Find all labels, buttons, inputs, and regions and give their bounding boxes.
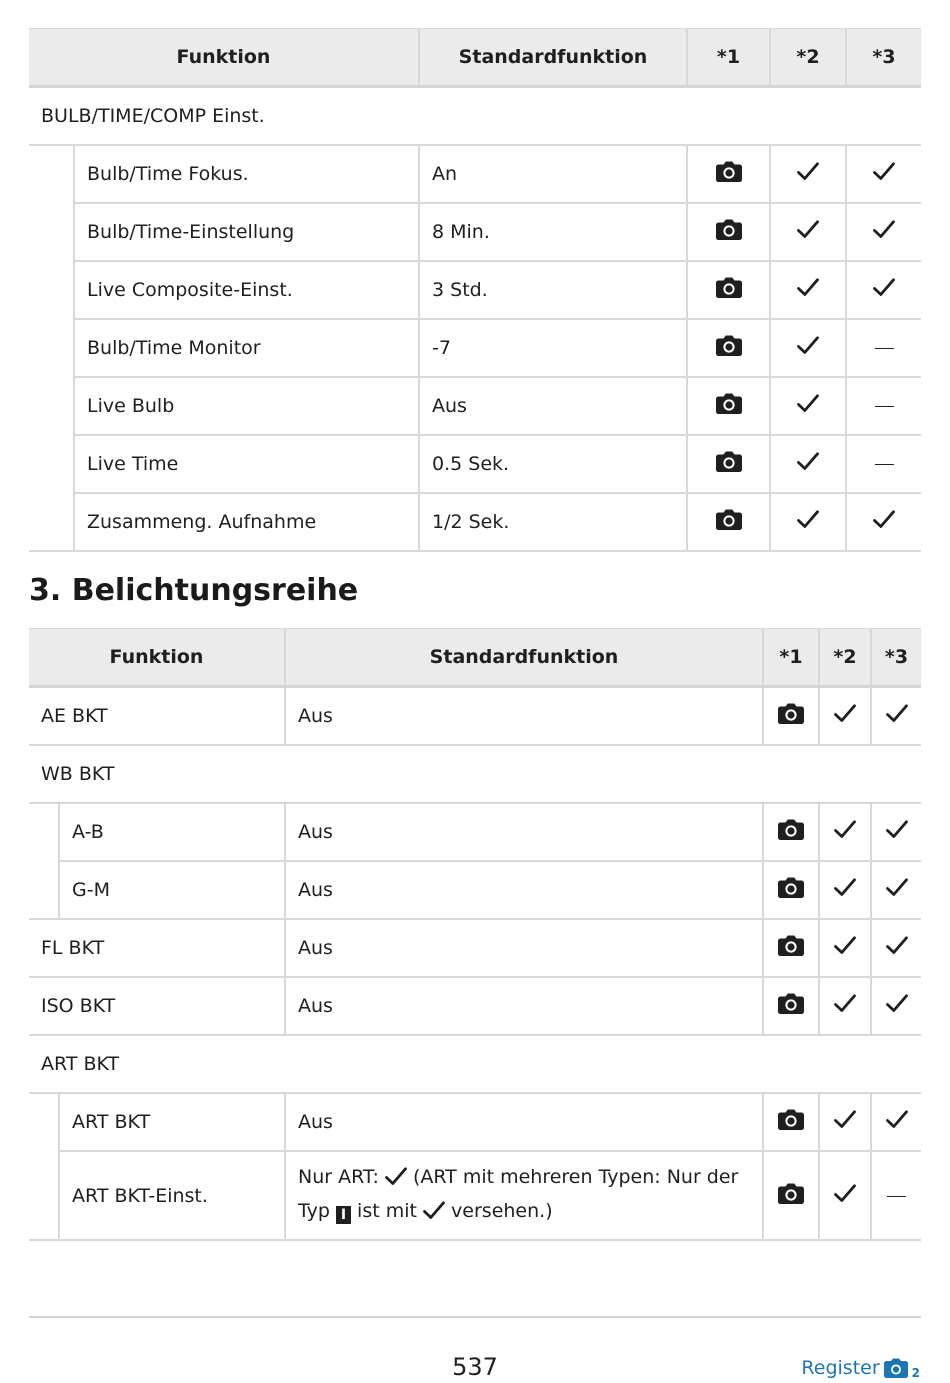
table-row: [29, 919, 921, 977]
group-label: ART BKT: [29, 1035, 921, 1093]
dash-icon: [875, 406, 894, 407]
camera-icon: [716, 335, 742, 361]
default-cell: 1/2 Sek.: [419, 493, 687, 551]
table-belichtungsreihe: [29, 628, 921, 1241]
dash-icon: [875, 464, 894, 465]
check-icon: [886, 704, 908, 728]
camera-icon: [778, 703, 804, 729]
group-row: [29, 87, 921, 146]
table-row: [29, 261, 921, 319]
default-cell: Aus: [285, 687, 763, 746]
function-cell: Bulb/Time-Einstellung: [74, 203, 419, 261]
camera-icon: [778, 1183, 804, 1209]
table-header-row: [29, 29, 921, 87]
camera-icon: [716, 277, 742, 303]
function-cell: Live Composite-Einst.: [74, 261, 419, 319]
check-icon: [886, 820, 908, 844]
default-cell: Aus: [285, 1093, 763, 1151]
default-cell: 3 Std.: [419, 261, 687, 319]
table-row: [29, 1151, 921, 1240]
header-funktion: Funktion: [29, 29, 419, 87]
camera-icon: [778, 1109, 804, 1135]
page-number: 537: [452, 1353, 498, 1381]
camera-icon: [716, 161, 742, 187]
default-cell: Aus: [285, 977, 763, 1035]
function-cell: ISO BKT: [29, 977, 285, 1035]
check-icon: [873, 510, 895, 534]
check-icon: [797, 510, 819, 534]
function-cell: Bulb/Time Fokus.: [74, 145, 419, 203]
header-col1: *1: [763, 629, 819, 687]
check-icon: [873, 162, 895, 186]
check-icon: [886, 994, 908, 1018]
function-cell: Bulb/Time Monitor: [74, 319, 419, 377]
table-row: [29, 977, 921, 1035]
camera-icon: [884, 1358, 908, 1378]
check-icon: [834, 936, 856, 960]
function-cell: Live Bulb: [74, 377, 419, 435]
camera-icon: [778, 993, 804, 1019]
check-icon: [886, 878, 908, 902]
default-cell: Aus: [419, 377, 687, 435]
check-icon: [873, 278, 895, 302]
function-cell: FL BKT: [29, 919, 285, 977]
camera-icon: [716, 509, 742, 535]
table-row: [29, 803, 921, 861]
default-text-part: (ART mit mehreren Typen: Nur der: [412, 1165, 739, 1188]
camera-icon: [716, 451, 742, 477]
table-row: [29, 1093, 921, 1151]
camera-icon: [778, 819, 804, 845]
register-sub: 2: [911, 1366, 920, 1380]
footer-divider: [29, 1316, 921, 1318]
header-funktion: Funktion: [29, 629, 285, 687]
check-icon: [385, 1165, 407, 1196]
function-cell: Live Time: [74, 435, 419, 493]
default-cell: 8 Min.: [419, 203, 687, 261]
check-icon: [797, 336, 819, 360]
check-icon: [886, 936, 908, 960]
function-cell: ART BKT-Einst.: [59, 1151, 285, 1240]
check-icon: [797, 278, 819, 302]
default-cell: -7: [419, 319, 687, 377]
default-cell: 0.5 Sek.: [419, 435, 687, 493]
check-icon: [423, 1199, 445, 1230]
group-row: [29, 1035, 921, 1093]
check-icon: [834, 704, 856, 728]
default-cell: [285, 1151, 763, 1240]
header-col1: *1: [687, 29, 770, 87]
dash-icon: [887, 1196, 906, 1197]
table-bulb-time-comp: [29, 28, 921, 552]
header-col2: *2: [770, 29, 846, 87]
table-row: [29, 687, 921, 746]
dash-icon: [875, 348, 894, 349]
section-title: 3. Belichtungsreihe: [29, 573, 359, 608]
check-icon: [834, 820, 856, 844]
function-cell: Zusammeng. Aufnahme: [74, 493, 419, 551]
table-header-row: [29, 629, 921, 687]
check-icon: [834, 878, 856, 902]
group-label: WB BKT: [29, 745, 921, 803]
table-row: [29, 377, 921, 435]
function-cell: G-M: [59, 861, 285, 919]
camera-icon: [778, 877, 804, 903]
check-icon: [834, 994, 856, 1018]
check-icon: [834, 1110, 856, 1134]
table-row: [29, 145, 921, 203]
table-row: [29, 861, 921, 919]
header-standardfunktion: Standardfunktion: [285, 629, 763, 687]
default-text-part: Typ: [298, 1199, 330, 1222]
function-cell: AE BKT: [29, 687, 285, 746]
camera-icon: [778, 935, 804, 961]
default-text-part: versehen.): [451, 1199, 553, 1222]
table-row: [29, 435, 921, 493]
group-label: BULB/TIME/COMP Einst.: [29, 87, 921, 146]
register-label: Register: [801, 1357, 880, 1379]
register-link[interactable]: [801, 1357, 920, 1379]
check-icon: [834, 1184, 856, 1208]
table-row: [29, 493, 921, 551]
check-icon: [886, 1110, 908, 1134]
check-icon: [873, 220, 895, 244]
header-col3: *3: [846, 29, 921, 87]
header-standardfunktion: Standardfunktion: [419, 29, 687, 87]
check-icon: [797, 394, 819, 418]
default-text-part: ist mit: [357, 1199, 417, 1222]
header-col2: *2: [819, 629, 871, 687]
check-icon: [797, 162, 819, 186]
default-cell: Aus: [285, 919, 763, 977]
group-row: [29, 745, 921, 803]
default-text-part: Nur ART:: [298, 1165, 379, 1188]
function-cell: A-B: [59, 803, 285, 861]
check-icon: [797, 452, 819, 476]
camera-icon: [716, 219, 742, 245]
function-cell: ART BKT: [59, 1093, 285, 1151]
default-cell: Aus: [285, 861, 763, 919]
table-row: [29, 203, 921, 261]
check-icon: [797, 220, 819, 244]
type-badge: I: [336, 1206, 351, 1224]
default-cell: An: [419, 145, 687, 203]
table-row: [29, 319, 921, 377]
default-cell: Aus: [285, 803, 763, 861]
header-col3: *3: [871, 629, 921, 687]
camera-icon: [716, 393, 742, 419]
